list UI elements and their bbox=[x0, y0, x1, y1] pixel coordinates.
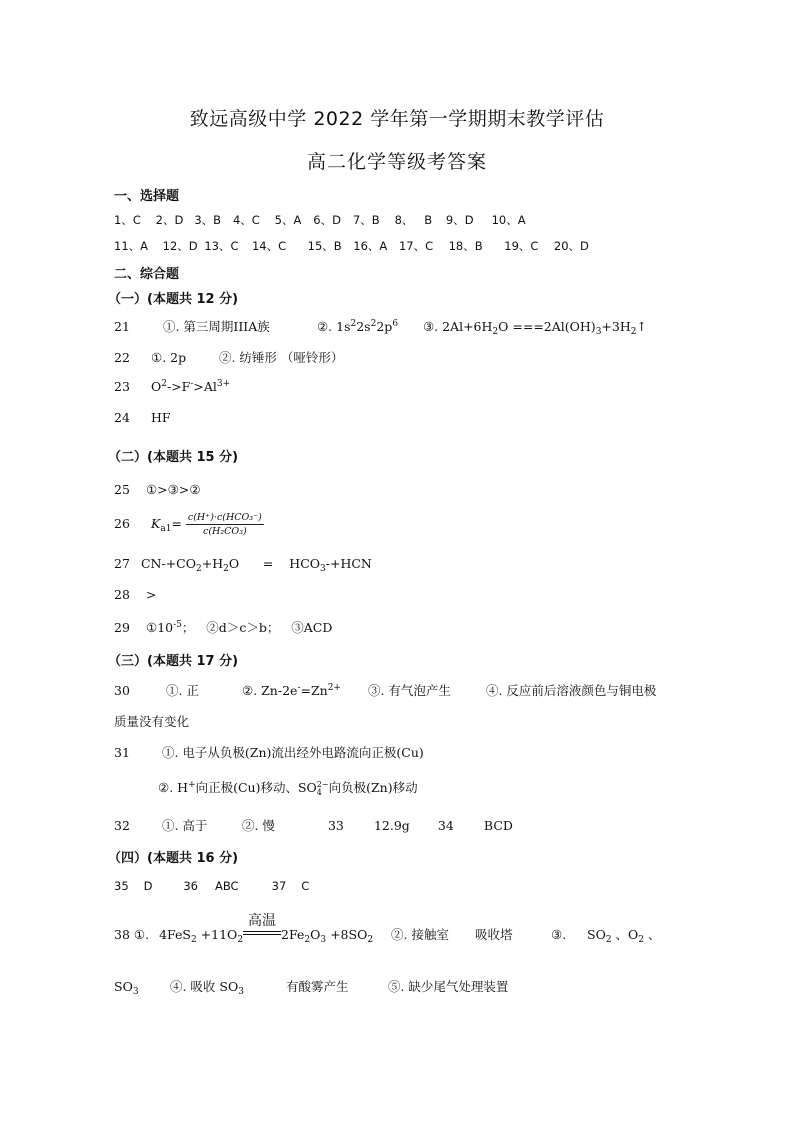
q-number: 28 bbox=[114, 587, 130, 602]
part-2-heading: （二）(本题共 15 分) bbox=[108, 450, 239, 465]
document-title: 致远高级中学 2022 学年第一学期期末教学评估 bbox=[189, 108, 605, 130]
q-number: 36 bbox=[183, 879, 198, 893]
mc-answer: 3、B bbox=[194, 213, 222, 227]
mc-answer: 17、C bbox=[398, 239, 434, 253]
q22-answer-2: ②. 纺锤形 （哑铃形） bbox=[218, 350, 344, 365]
reaction-condition: 高温 bbox=[248, 913, 277, 929]
mc-answer: 18、B bbox=[448, 239, 483, 253]
q21-answer-2: ②. $1s^22s^22p^6$ bbox=[316, 319, 399, 334]
q29 bbox=[114, 618, 332, 636]
q-number: 33 bbox=[327, 818, 344, 833]
q-number: 25 bbox=[114, 482, 130, 497]
q-number: 38 bbox=[114, 927, 130, 942]
q32 bbox=[114, 816, 513, 834]
q36-answer: ABC bbox=[214, 879, 239, 893]
mc-answer: 10、A bbox=[491, 213, 526, 227]
q38-answer-2b: 吸收塔 bbox=[475, 927, 513, 942]
q34-answer: BCD bbox=[483, 818, 513, 833]
mc-answer: 12、D bbox=[162, 239, 198, 253]
q23 bbox=[114, 379, 230, 394]
q38 bbox=[114, 913, 661, 945]
q38-answer-3-cont: $SO_3$ bbox=[114, 979, 139, 997]
q-number: 23 bbox=[114, 379, 130, 394]
q25-answer: ①>③>② bbox=[145, 482, 201, 497]
q23-answer: $O^2->F^->Al^{3+}$ bbox=[150, 379, 231, 394]
q31-answer-1: ①. 电子从负极(Zn)流出经外电路流向正极(Cu) bbox=[161, 745, 424, 760]
q-number: 24 bbox=[114, 410, 130, 425]
document-subtitle: 高二化学等级考答案 bbox=[306, 151, 487, 173]
mc-answer: 11、A bbox=[114, 239, 149, 253]
q24-answer: HF bbox=[150, 410, 171, 425]
mc-answer: 19、C bbox=[504, 239, 539, 253]
q-number: 30 bbox=[114, 683, 130, 698]
q30-answer-4: ④. 反应前后溶液颜色与铜电极 bbox=[485, 683, 657, 698]
q38-answer-4: ④. 吸收 $SO_3$ bbox=[169, 979, 244, 997]
q21 bbox=[114, 317, 647, 337]
q38-answer-5: ⑤. 缺少尾气处理装置 bbox=[387, 979, 509, 994]
q-number: 35 bbox=[114, 879, 129, 893]
mc-answer: 15、B bbox=[307, 239, 342, 253]
q30-continued: 质量没有变化 bbox=[114, 714, 190, 729]
mc-answer: 2、D bbox=[155, 213, 184, 227]
q29-answer: $①10^{-5}$； ②d＞c＞b； ③ACD bbox=[145, 620, 333, 635]
mc-answer: 8、 bbox=[394, 213, 414, 227]
mc-row-1 bbox=[114, 212, 526, 228]
q21-answer-3: ③. $2Al+6H_2O$ $===2Al(OH)_3+3H_2↑$ bbox=[422, 319, 647, 337]
q26-fraction bbox=[186, 512, 264, 537]
q-number: 29 bbox=[114, 620, 130, 635]
mc-answer: B bbox=[424, 213, 433, 227]
q-number: 37 bbox=[271, 879, 287, 893]
q38-answer-3-label: ③. bbox=[551, 927, 567, 942]
q24 bbox=[114, 410, 171, 425]
mc-answer: 5、A bbox=[274, 213, 302, 227]
mc-answer: 14、C bbox=[251, 239, 287, 253]
mc-answer: 1、C bbox=[114, 213, 141, 227]
q33-answer: 12.9g bbox=[373, 818, 410, 833]
mc-answer: 6、D bbox=[313, 213, 341, 227]
q-number: 26 bbox=[114, 516, 130, 531]
section-multiple-choice: 一、选择题 bbox=[114, 189, 180, 204]
q30 bbox=[114, 681, 656, 699]
q32-answer-2: ②. 慢 bbox=[241, 818, 275, 833]
q28-answer: > bbox=[145, 587, 157, 602]
q-number: 21 bbox=[114, 319, 130, 334]
q30-answer-2: ②. $Zn-2e^-=Zn^{2+}$ bbox=[241, 683, 341, 698]
q26 bbox=[114, 512, 264, 537]
part-3-heading: （三）(本题共 17 分) bbox=[108, 654, 239, 669]
q26-answer: $K_{a1}=$ $\frac{\text{c(H⁺)·c(HCO₃⁻)}}{\text{c(H₂CO₃)}}$ bbox=[150, 512, 262, 537]
q-number: 27 bbox=[114, 556, 130, 571]
q22-answer-1: ①. 2p bbox=[150, 350, 187, 365]
q38-answer-1-label: ①. bbox=[133, 927, 150, 942]
q30-answer-1: ①. 正 bbox=[165, 683, 199, 698]
q27-answer: $CN-+CO_2+H_2O$ = $HCO_3-+HCN$ bbox=[140, 556, 372, 574]
mc-answer: 13、C bbox=[204, 239, 239, 253]
q-number: 32 bbox=[114, 818, 130, 833]
q38-answer-2: ②. 接触室 bbox=[391, 927, 449, 942]
q32-answer-1: ①. 高于 bbox=[161, 818, 208, 833]
q38-equation: $4FeS_2 +11O_2$ 高温 $2Fe_2O_3 +8SO_2$ bbox=[159, 927, 367, 945]
part-1-heading: （一）(本题共 12 分) bbox=[108, 292, 239, 307]
section-comprehensive: 二、综合题 bbox=[114, 267, 180, 282]
q35-37 bbox=[114, 879, 309, 893]
q22 bbox=[114, 348, 343, 366]
q37-answer: C bbox=[301, 879, 310, 893]
mc-answer: 7、B bbox=[352, 213, 380, 227]
q31-answer-2: ②. H+向正极(Cu)移动、SO 2− 4 向负极(Zn)移动 bbox=[158, 779, 418, 797]
q-number: 34 bbox=[437, 818, 454, 833]
mc-answer: 9、D bbox=[445, 213, 474, 227]
q30-answer-3: ③. 有气泡产生 bbox=[367, 683, 451, 698]
q-number: 31 bbox=[114, 745, 130, 760]
q28 bbox=[114, 587, 156, 602]
mc-answer: 16、A bbox=[353, 239, 388, 253]
q25 bbox=[114, 482, 201, 497]
q38-continued bbox=[114, 977, 508, 997]
part-4-heading: （四）(本题共 16 分) bbox=[108, 851, 239, 866]
q27 bbox=[114, 556, 372, 574]
q35-answer: D bbox=[143, 879, 153, 893]
q38-answer-4b: 有酸雾产生 bbox=[285, 979, 349, 994]
mc-answer: 4、C bbox=[232, 213, 260, 227]
fraction-numerator: c(H⁺)·c(HCO₃⁻) bbox=[187, 512, 262, 523]
q21-answer-1: ①. 第三周期IIIA族 bbox=[162, 319, 270, 334]
fraction-denominator: c(H₂CO₃) bbox=[203, 526, 247, 537]
mc-row-2 bbox=[114, 238, 589, 254]
q31 bbox=[114, 743, 424, 761]
mc-answer: 20、D bbox=[553, 239, 589, 253]
q38-answer-3: $SO_2$ 、$O_2$ 、 bbox=[587, 927, 661, 945]
q-number: 22 bbox=[114, 350, 130, 365]
